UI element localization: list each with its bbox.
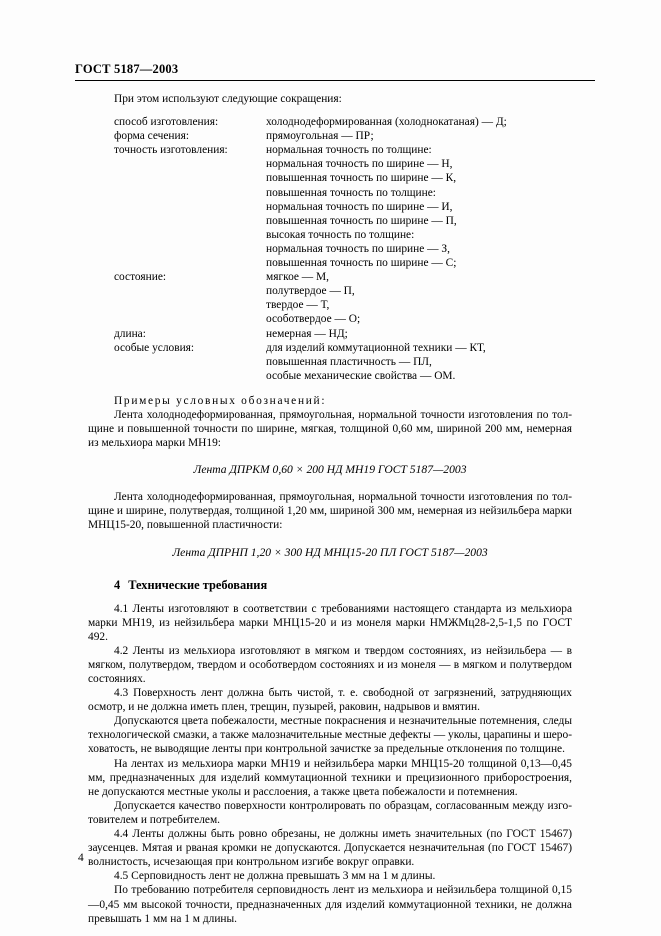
definition-term-continuation (88, 256, 266, 270)
section-number: 4 (114, 577, 121, 592)
definition-value: твердое — Т, (266, 299, 330, 312)
definition-term-continuation (88, 157, 266, 171)
clause-paragraph: По требованию потребителя серповидность лент из мельхиора и нейзильбера толщиной 0,15—0,45 мм высокой точности, предназначенных для изделий коммутационной техники, не должна превышать 1 мм на 1 м длины. (88, 884, 572, 925)
definition-row (88, 129, 572, 143)
definition-value: нормальная точность по ширине — И, (266, 200, 453, 213)
clause-paragraph: 4.2 Ленты из мельхиора изготовляют в мягком и твердом состояниях, из нейзильбера — в мягком, полутвердом, твердом и особотвердом состояниях и из монеля — в мягком и полутвердом состояниях. (88, 644, 572, 685)
examples-heading: Примеры условных обозначений: (114, 394, 327, 407)
definition-value: нормальная точность по толщине: (266, 144, 432, 157)
clause-paragraph: На лентах из мельхиора марки МН19 и нейзильбера марки МНЦ15-20 толщиной 0,13—0,45 мм, предназначенных для изделий коммутационной техники и прецизионного приборостроения, не допускаются местные уколы и расслоения, а также цвета побежалости и потемнения. (88, 757, 572, 798)
clause-paragraph: 4.1 Ленты изготовляют в соответствии с требованиями настоящего стандарта из мельхиора марки МН19, из нейзильбера марки МНЦ15-20 и из монеля марки НМЖМц28-2,5-1,5 по ГОСТ 492. (88, 602, 572, 643)
example-one-description: Лента холоднодеформированная, прямоугольная, нормальной точности изготовления по толщине и повышенной точности по ширине, мягкая, толщиной 0,60 мм, шириной 200 мм, немерная из мельхиора марки МН19: (88, 408, 572, 450)
definition-row (88, 270, 572, 284)
running-head-standard-number: ГОСТ 5187—2003 (75, 62, 179, 76)
definition-term-continuation (88, 369, 266, 383)
definition-row (88, 327, 572, 341)
example-two-description: Лента холоднодеформированная, прямоугольная, нормальной точности изготовления по толщине и ширине, полутвердая, толщиной 1,20 мм, шириной 300 мм, немерная из нейзильбера марки МНЦ15-20, повышенной пластичности: (88, 491, 572, 532)
definition-row (88, 256, 572, 270)
clause-paragraph: Допускается качество поверхности контролировать по образцам, согласованным между изготовителем и потребителем. (88, 799, 572, 826)
definition-value: высокая точность по толщине: (266, 228, 415, 241)
clause-paragraph: 4.4 Ленты должны быть ровно обрезаны, не должны иметь значительных (по ГОСТ 15467) заусенцев. Мятая и рваная кромки не допускаются. Допускается незначительная (по ГОСТ 15467) волнистость, исчезающая при контрольном изгибе вокруг оправки. (88, 828, 572, 869)
definition-value: холоднодеформированная (холоднокатаная) — Д; (266, 116, 507, 129)
definition-value: особые механические свойства — ОМ. (266, 369, 456, 382)
definition-row (88, 228, 572, 242)
definition-term-continuation (88, 284, 266, 298)
intro-paragraph: При этом используют следующие сокращения: (114, 93, 342, 105)
definition-term-continuation (88, 242, 266, 256)
clause-paragraph: Допускаются цвета побежалости, местные покраснения и незначительные потемнения, следы технологической смазки, а также малозначительные местные дефекты — уколы, царапины и шероховатость, не выводящие ленты при контрольной зачистке за предельные отклонения по толщине. (88, 715, 572, 756)
header-rule (75, 80, 595, 81)
definition-row (88, 312, 572, 326)
definition-value: полутвердое — П, (266, 285, 355, 298)
definition-term: форма сечения: (114, 130, 189, 143)
clause-paragraph: 4.5 Серповидность лент не должна превышать 3 мм на 1 м длины. (114, 870, 436, 883)
definition-row (88, 369, 572, 383)
definition-row (88, 298, 572, 312)
definition-row (88, 186, 572, 200)
definition-value: особотвердое — О; (266, 313, 361, 326)
definition-term: особые условия: (114, 341, 195, 354)
definition-row (88, 171, 572, 185)
definition-value: нормальная точность по ширине — Н, (266, 158, 453, 171)
example-two-designation: Лента ДПРНП 1,20 × 300 НД МНЦ15-20 ПЛ ГОСТ 5187—2003 (172, 545, 488, 559)
definition-row (88, 355, 572, 369)
definition-term-continuation (88, 298, 266, 312)
definition-value: повышенная точность по толщине: (266, 186, 436, 199)
clause-paragraph: 4.3 Поверхность лент должна быть чистой, т. е. свободной от загрязнений, затрудняющих осмотр, и не должна иметь плен, трещин, пузырей, раковин, надрывов и вмятин. (88, 687, 572, 714)
definition-row (88, 200, 572, 214)
definition-value: для изделий коммутационной техники — КТ, (266, 341, 486, 354)
definition-row (88, 284, 572, 298)
definition-value: немерная — НД; (266, 327, 348, 340)
definition-value: нормальная точность по ширине — З, (266, 242, 450, 255)
section-title: Технические требования (128, 577, 268, 592)
definition-value: мягкое — М, (266, 271, 330, 284)
section-heading-technical-requirements (114, 578, 572, 593)
definition-term-continuation (88, 200, 266, 214)
definition-value: прямоугольная — ПР; (266, 130, 374, 143)
definition-value: повышенная пластичность — ПЛ, (266, 355, 432, 368)
definition-row (88, 157, 572, 171)
definition-term-continuation (88, 186, 266, 200)
definition-term-continuation (88, 214, 266, 228)
clause-list (88, 602, 572, 926)
definition-value: повышенная точность по ширине — С; (266, 257, 457, 270)
definition-value: повышенная точность по ширине — П, (266, 214, 457, 227)
definition-term-continuation (88, 312, 266, 326)
definition-term: способ изготовления: (114, 116, 219, 129)
definition-row (88, 214, 572, 228)
definition-row (88, 115, 572, 129)
definition-term-continuation (88, 355, 266, 369)
definition-term: состояние: (114, 271, 167, 284)
definition-value: повышенная точность по ширине — К, (266, 172, 457, 185)
definition-row (88, 341, 572, 355)
definition-term-continuation (88, 228, 266, 242)
page-body-column (88, 92, 572, 926)
definition-term: точность изготовления: (114, 144, 228, 157)
definition-row (88, 143, 572, 157)
page-number: 4 (78, 852, 84, 864)
abbreviation-definition-list (88, 115, 572, 383)
definition-row (88, 242, 572, 256)
definition-term: длина: (114, 327, 146, 340)
example-one-designation: Лента ДПРКМ 0,60 × 200 НД МН19 ГОСТ 5187—2003 (193, 463, 467, 477)
definition-term-continuation (88, 171, 266, 185)
